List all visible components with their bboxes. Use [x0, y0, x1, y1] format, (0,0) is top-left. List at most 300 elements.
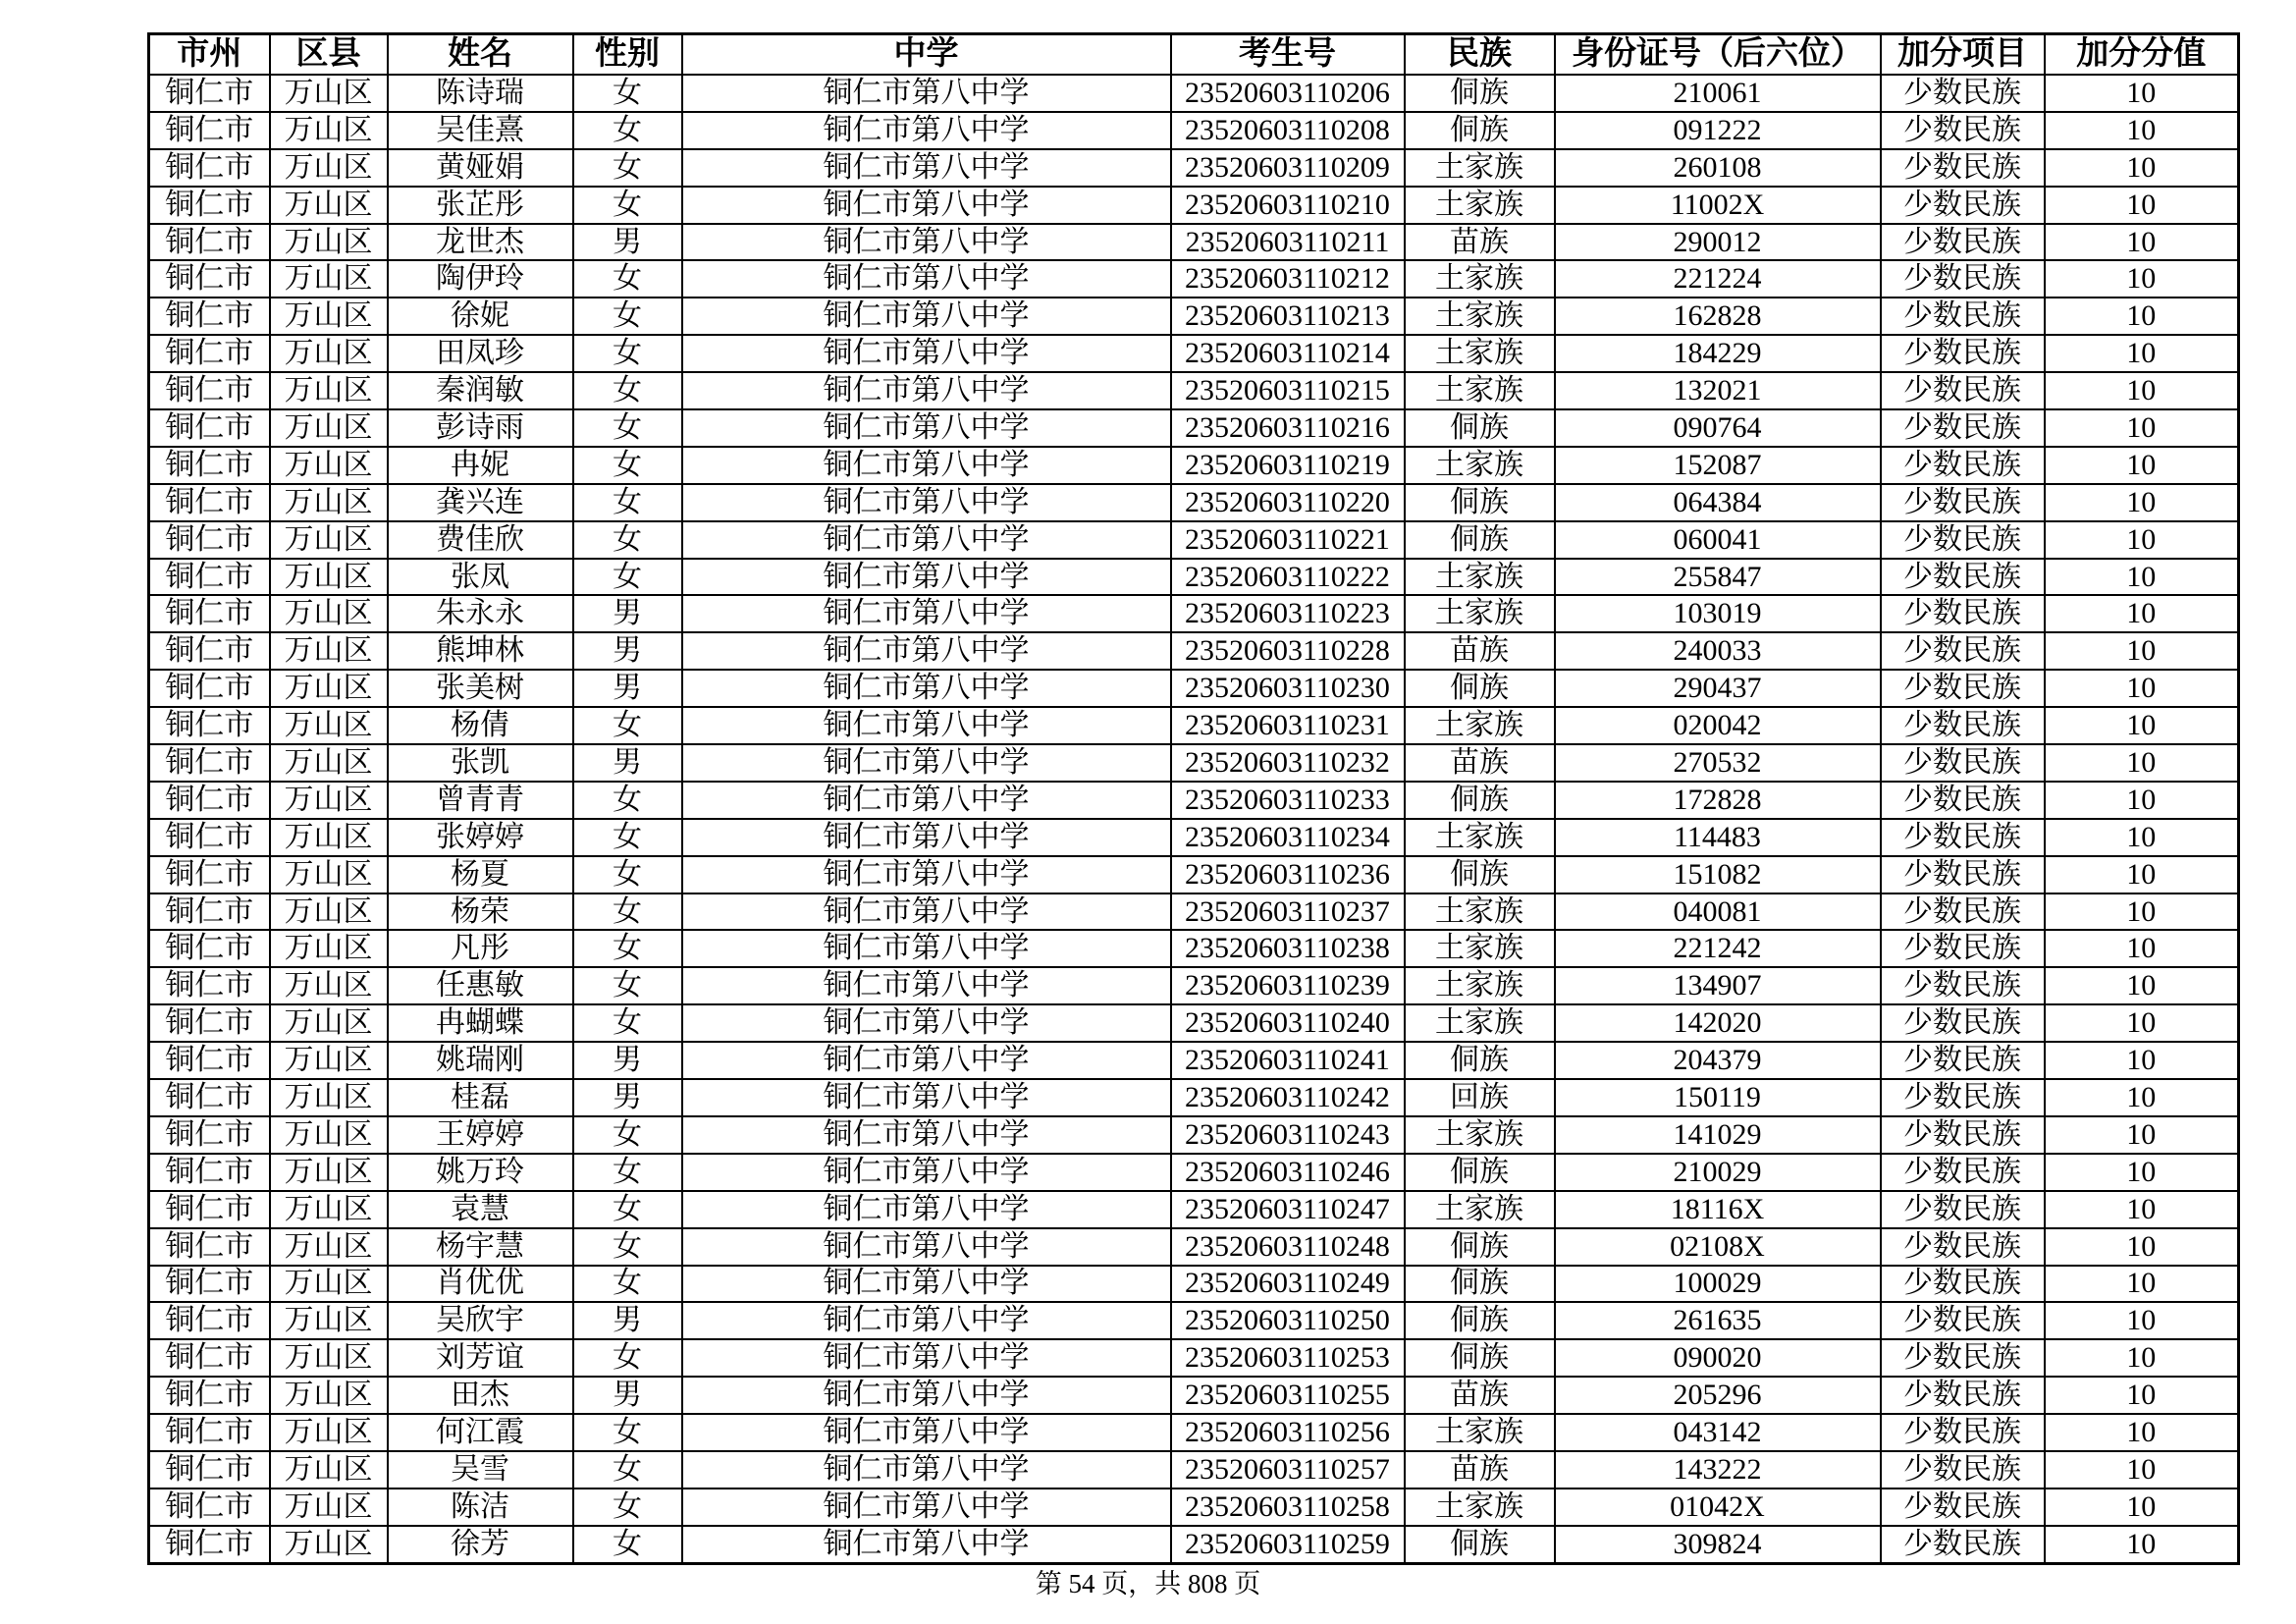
cell-id-last6: 309824 [1555, 1526, 1881, 1563]
cell-county: 万山区 [270, 1377, 388, 1414]
cell-ethnicity: 侗族 [1405, 1154, 1555, 1191]
cell-bonus-item: 少数民族 [1881, 595, 2045, 632]
cell-school: 铜仁市第八中学 [682, 187, 1171, 224]
cell-school: 铜仁市第八中学 [682, 559, 1171, 596]
cell-county: 万山区 [270, 484, 388, 521]
cell-exam-number: 23520603110209 [1171, 149, 1405, 187]
cell-bonus-item: 少数民族 [1881, 372, 2045, 409]
cell-county: 万山区 [270, 409, 388, 447]
cell-student-name: 张凯 [388, 744, 573, 782]
cell-bonus-item: 少数民族 [1881, 967, 2045, 1004]
cell-student-name: 凡彤 [388, 930, 573, 967]
table-row [149, 1079, 2239, 1116]
cell-ethnicity: 侗族 [1405, 856, 1555, 893]
cell-bonus-item: 少数民族 [1881, 670, 2045, 707]
cell-ethnicity: 土家族 [1405, 335, 1555, 372]
cell-school: 铜仁市第八中学 [682, 224, 1171, 261]
cell-city: 铜仁市 [149, 782, 270, 819]
cell-county: 万山区 [270, 1266, 388, 1303]
cell-student-name: 姚瑞刚 [388, 1042, 573, 1079]
cell-bonus-points: 10 [2045, 187, 2239, 224]
cell-id-last6: 103019 [1555, 595, 1881, 632]
cell-gender: 女 [573, 521, 682, 559]
table-row [149, 1302, 2239, 1339]
cell-county: 万山区 [270, 782, 388, 819]
cell-county: 万山区 [270, 224, 388, 261]
cell-school: 铜仁市第八中学 [682, 930, 1171, 967]
cell-student-name: 费佳欣 [388, 521, 573, 559]
cell-school: 铜仁市第八中学 [682, 819, 1171, 856]
cell-school: 铜仁市第八中学 [682, 298, 1171, 335]
cell-city: 铜仁市 [149, 1004, 270, 1042]
table-row [149, 1042, 2239, 1079]
cell-exam-number: 23520603110234 [1171, 819, 1405, 856]
cell-city: 铜仁市 [149, 260, 270, 298]
cell-county: 万山区 [270, 1116, 388, 1154]
cell-bonus-points: 10 [2045, 595, 2239, 632]
cell-id-last6: 134907 [1555, 967, 1881, 1004]
cell-ethnicity: 土家族 [1405, 1414, 1555, 1451]
table-row [149, 1526, 2239, 1563]
cell-exam-number: 23520603110219 [1171, 447, 1405, 484]
header-gender: 性别 [573, 34, 682, 76]
cell-county: 万山区 [270, 372, 388, 409]
cell-ethnicity: 土家族 [1405, 372, 1555, 409]
cell-city: 铜仁市 [149, 930, 270, 967]
cell-gender: 女 [573, 1266, 682, 1303]
cell-school: 铜仁市第八中学 [682, 372, 1171, 409]
cell-gender: 女 [573, 1489, 682, 1526]
table-row [149, 447, 2239, 484]
cell-gender: 女 [573, 335, 682, 372]
cell-county: 万山区 [270, 1526, 388, 1563]
cell-id-last6: 210029 [1555, 1154, 1881, 1191]
cell-school: 铜仁市第八中学 [682, 484, 1171, 521]
cell-student-name: 田杰 [388, 1377, 573, 1414]
table-row [149, 409, 2239, 447]
cell-exam-number: 23520603110242 [1171, 1079, 1405, 1116]
cell-exam-number: 23520603110212 [1171, 260, 1405, 298]
cell-city: 铜仁市 [149, 1191, 270, 1228]
cell-ethnicity: 土家族 [1405, 595, 1555, 632]
cell-gender: 男 [573, 595, 682, 632]
cell-gender: 女 [573, 1414, 682, 1451]
table-row [149, 893, 2239, 931]
cell-student-name: 张凤 [388, 559, 573, 596]
cell-gender: 女 [573, 856, 682, 893]
cell-bonus-points: 10 [2045, 149, 2239, 187]
cell-ethnicity: 苗族 [1405, 744, 1555, 782]
cell-county: 万山区 [270, 1489, 388, 1526]
cell-bonus-points: 10 [2045, 930, 2239, 967]
cell-gender: 女 [573, 1154, 682, 1191]
cell-id-last6: 151082 [1555, 856, 1881, 893]
cell-student-name: 袁慧 [388, 1191, 573, 1228]
cell-exam-number: 23520603110259 [1171, 1526, 1405, 1563]
cell-bonus-item: 少数民族 [1881, 819, 2045, 856]
cell-gender: 女 [573, 893, 682, 931]
cell-city: 铜仁市 [149, 559, 270, 596]
cell-id-last6: 260108 [1555, 149, 1881, 187]
cell-county: 万山区 [270, 819, 388, 856]
cell-city: 铜仁市 [149, 149, 270, 187]
cell-ethnicity: 土家族 [1405, 1191, 1555, 1228]
cell-school: 铜仁市第八中学 [682, 1302, 1171, 1339]
cell-ethnicity: 侗族 [1405, 1042, 1555, 1079]
cell-bonus-item: 少数民族 [1881, 744, 2045, 782]
cell-ethnicity: 苗族 [1405, 1377, 1555, 1414]
cell-id-last6: 290012 [1555, 224, 1881, 261]
table-row [149, 1191, 2239, 1228]
cell-school: 铜仁市第八中学 [682, 1116, 1171, 1154]
cell-bonus-points: 10 [2045, 1302, 2239, 1339]
cell-bonus-points: 10 [2045, 1079, 2239, 1116]
cell-gender: 女 [573, 298, 682, 335]
table-row [149, 632, 2239, 670]
cell-student-name: 黄娅娟 [388, 149, 573, 187]
cell-student-name: 秦润敏 [388, 372, 573, 409]
cell-bonus-item: 少数民族 [1881, 1526, 2045, 1563]
cell-county: 万山区 [270, 447, 388, 484]
cell-county: 万山区 [270, 1228, 388, 1266]
table-row [149, 670, 2239, 707]
cell-bonus-points: 10 [2045, 1154, 2239, 1191]
cell-id-last6: 184229 [1555, 335, 1881, 372]
cell-city: 铜仁市 [149, 409, 270, 447]
cell-county: 万山区 [270, 298, 388, 335]
cell-gender: 女 [573, 409, 682, 447]
cell-bonus-item: 少数民族 [1881, 1302, 2045, 1339]
cell-id-last6: 114483 [1555, 819, 1881, 856]
cell-county: 万山区 [270, 149, 388, 187]
header-school: 中学 [682, 34, 1171, 76]
cell-exam-number: 23520603110223 [1171, 595, 1405, 632]
cell-student-name: 陈诗瑞 [388, 75, 573, 112]
cell-city: 铜仁市 [149, 521, 270, 559]
cell-ethnicity: 侗族 [1405, 112, 1555, 149]
cell-ethnicity: 苗族 [1405, 1451, 1555, 1489]
cell-school: 铜仁市第八中学 [682, 447, 1171, 484]
cell-bonus-item: 少数民族 [1881, 484, 2045, 521]
cell-ethnicity: 侗族 [1405, 670, 1555, 707]
cell-ethnicity: 土家族 [1405, 967, 1555, 1004]
cell-city: 铜仁市 [149, 1042, 270, 1079]
cell-ethnicity: 回族 [1405, 1079, 1555, 1116]
table-row [149, 372, 2239, 409]
cell-id-last6: 01042X [1555, 1489, 1881, 1526]
table-row [149, 149, 2239, 187]
cell-ethnicity: 土家族 [1405, 930, 1555, 967]
cell-exam-number: 23520603110240 [1171, 1004, 1405, 1042]
cell-bonus-points: 10 [2045, 856, 2239, 893]
cell-bonus-points: 10 [2045, 224, 2239, 261]
cell-student-name: 任惠敏 [388, 967, 573, 1004]
cell-student-name: 张婷婷 [388, 819, 573, 856]
bonus-points-table [147, 32, 2240, 1565]
header-city: 市州 [149, 34, 270, 76]
cell-bonus-points: 10 [2045, 632, 2239, 670]
cell-exam-number: 23520603110228 [1171, 632, 1405, 670]
cell-bonus-item: 少数民族 [1881, 782, 2045, 819]
cell-ethnicity: 土家族 [1405, 447, 1555, 484]
cell-bonus-points: 10 [2045, 1414, 2239, 1451]
cell-city: 铜仁市 [149, 856, 270, 893]
cell-city: 铜仁市 [149, 707, 270, 744]
cell-school: 铜仁市第八中学 [682, 409, 1171, 447]
cell-exam-number: 23520603110231 [1171, 707, 1405, 744]
cell-exam-number: 23520603110222 [1171, 559, 1405, 596]
cell-ethnicity: 侗族 [1405, 409, 1555, 447]
cell-school: 铜仁市第八中学 [682, 1526, 1171, 1563]
page-number-text: 第 54 页，共 808 页 [1035, 1569, 1261, 1598]
table-row [149, 335, 2239, 372]
cell-id-last6: 152087 [1555, 447, 1881, 484]
table-row [149, 521, 2239, 559]
cell-id-last6: 141029 [1555, 1116, 1881, 1154]
cell-gender: 男 [573, 1079, 682, 1116]
header-exam-number: 考生号 [1171, 34, 1405, 76]
cell-exam-number: 23520603110241 [1171, 1042, 1405, 1079]
cell-ethnicity: 土家族 [1405, 707, 1555, 744]
cell-bonus-points: 10 [2045, 744, 2239, 782]
cell-bonus-points: 10 [2045, 1526, 2239, 1563]
cell-exam-number: 23520603110249 [1171, 1266, 1405, 1303]
cell-bonus-item: 少数民族 [1881, 521, 2045, 559]
cell-county: 万山区 [270, 1191, 388, 1228]
cell-id-last6: 020042 [1555, 707, 1881, 744]
cell-school: 铜仁市第八中学 [682, 260, 1171, 298]
cell-id-last6: 205296 [1555, 1377, 1881, 1414]
header-row [149, 34, 2239, 76]
cell-bonus-points: 10 [2045, 1116, 2239, 1154]
cell-student-name: 肖优优 [388, 1266, 573, 1303]
cell-city: 铜仁市 [149, 1526, 270, 1563]
cell-gender: 女 [573, 372, 682, 409]
cell-bonus-item: 少数民族 [1881, 187, 2045, 224]
cell-exam-number: 23520603110236 [1171, 856, 1405, 893]
cell-id-last6: 290437 [1555, 670, 1881, 707]
cell-bonus-points: 10 [2045, 409, 2239, 447]
cell-city: 铜仁市 [149, 967, 270, 1004]
cell-exam-number: 23520603110256 [1171, 1414, 1405, 1451]
table-row [149, 484, 2239, 521]
cell-gender: 女 [573, 930, 682, 967]
cell-bonus-points: 10 [2045, 819, 2239, 856]
cell-county: 万山区 [270, 707, 388, 744]
cell-school: 铜仁市第八中学 [682, 1451, 1171, 1489]
cell-ethnicity: 土家族 [1405, 559, 1555, 596]
cell-bonus-points: 10 [2045, 1489, 2239, 1526]
cell-gender: 女 [573, 447, 682, 484]
header-student-name: 姓名 [388, 34, 573, 76]
cell-city: 铜仁市 [149, 447, 270, 484]
cell-county: 万山区 [270, 893, 388, 931]
cell-exam-number: 23520603110238 [1171, 930, 1405, 967]
cell-city: 铜仁市 [149, 484, 270, 521]
cell-bonus-item: 少数民族 [1881, 409, 2045, 447]
cell-gender: 女 [573, 782, 682, 819]
cell-ethnicity: 侗族 [1405, 1302, 1555, 1339]
cell-exam-number: 23520603110255 [1171, 1377, 1405, 1414]
cell-city: 铜仁市 [149, 187, 270, 224]
cell-school: 铜仁市第八中学 [682, 670, 1171, 707]
cell-county: 万山区 [270, 967, 388, 1004]
cell-bonus-item: 少数民族 [1881, 1489, 2045, 1526]
cell-city: 铜仁市 [149, 632, 270, 670]
cell-ethnicity: 侗族 [1405, 1339, 1555, 1377]
cell-county: 万山区 [270, 1004, 388, 1042]
table-row [149, 967, 2239, 1004]
table-row [149, 1489, 2239, 1526]
cell-bonus-item: 少数民族 [1881, 1004, 2045, 1042]
cell-city: 铜仁市 [149, 1154, 270, 1191]
cell-bonus-item: 少数民族 [1881, 1228, 2045, 1266]
cell-id-last6: 090020 [1555, 1339, 1881, 1377]
cell-gender: 女 [573, 707, 682, 744]
cell-id-last6: 162828 [1555, 298, 1881, 335]
cell-student-name: 杨夏 [388, 856, 573, 893]
cell-exam-number: 23520603110247 [1171, 1191, 1405, 1228]
cell-bonus-item: 少数民族 [1881, 1266, 2045, 1303]
cell-id-last6: 150119 [1555, 1079, 1881, 1116]
cell-bonus-points: 10 [2045, 1004, 2239, 1042]
cell-id-last6: 060041 [1555, 521, 1881, 559]
cell-exam-number: 23520603110232 [1171, 744, 1405, 782]
table-row [149, 707, 2239, 744]
cell-id-last6: 143222 [1555, 1451, 1881, 1489]
cell-exam-number: 23520603110208 [1171, 112, 1405, 149]
cell-ethnicity: 土家族 [1405, 1489, 1555, 1526]
cell-county: 万山区 [270, 1302, 388, 1339]
cell-school: 铜仁市第八中学 [682, 1191, 1171, 1228]
cell-gender: 女 [573, 75, 682, 112]
cell-id-last6: 02108X [1555, 1228, 1881, 1266]
cell-gender: 女 [573, 1339, 682, 1377]
cell-bonus-item: 少数民族 [1881, 1154, 2045, 1191]
cell-gender: 女 [573, 260, 682, 298]
cell-school: 铜仁市第八中学 [682, 1377, 1171, 1414]
cell-student-name: 刘芳谊 [388, 1339, 573, 1377]
cell-exam-number: 23520603110211 [1171, 224, 1405, 261]
cell-school: 铜仁市第八中学 [682, 595, 1171, 632]
cell-student-name: 吴佳熹 [388, 112, 573, 149]
cell-county: 万山区 [270, 744, 388, 782]
cell-county: 万山区 [270, 632, 388, 670]
table-row [149, 819, 2239, 856]
cell-school: 铜仁市第八中学 [682, 1489, 1171, 1526]
cell-gender: 男 [573, 632, 682, 670]
cell-city: 铜仁市 [149, 893, 270, 931]
cell-exam-number: 23520603110239 [1171, 967, 1405, 1004]
cell-bonus-points: 10 [2045, 372, 2239, 409]
cell-bonus-points: 10 [2045, 893, 2239, 931]
cell-city: 铜仁市 [149, 670, 270, 707]
cell-ethnicity: 苗族 [1405, 632, 1555, 670]
table-body [149, 75, 2239, 1563]
cell-city: 铜仁市 [149, 75, 270, 112]
cell-bonus-item: 少数民族 [1881, 447, 2045, 484]
cell-ethnicity: 土家族 [1405, 298, 1555, 335]
cell-bonus-item: 少数民族 [1881, 1451, 2045, 1489]
cell-school: 铜仁市第八中学 [682, 75, 1171, 112]
cell-school: 铜仁市第八中学 [682, 335, 1171, 372]
cell-gender: 女 [573, 1191, 682, 1228]
cell-city: 铜仁市 [149, 819, 270, 856]
cell-school: 铜仁市第八中学 [682, 782, 1171, 819]
table-row [149, 559, 2239, 596]
table-row [149, 1414, 2239, 1451]
table-row [149, 224, 2239, 261]
table-row [149, 1266, 2239, 1303]
cell-exam-number: 23520603110221 [1171, 521, 1405, 559]
cell-student-name: 陈洁 [388, 1489, 573, 1526]
cell-school: 铜仁市第八中学 [682, 893, 1171, 931]
cell-student-name: 姚万玲 [388, 1154, 573, 1191]
cell-exam-number: 23520603110206 [1171, 75, 1405, 112]
cell-student-name: 曾青青 [388, 782, 573, 819]
cell-gender: 女 [573, 559, 682, 596]
cell-student-name: 何江霞 [388, 1414, 573, 1451]
cell-student-name: 彭诗雨 [388, 409, 573, 447]
cell-city: 铜仁市 [149, 1414, 270, 1451]
table-row [149, 1004, 2239, 1042]
cell-bonus-points: 10 [2045, 782, 2239, 819]
cell-ethnicity: 侗族 [1405, 1228, 1555, 1266]
header-county: 区县 [270, 34, 388, 76]
cell-bonus-item: 少数民族 [1881, 224, 2045, 261]
cell-student-name: 冉妮 [388, 447, 573, 484]
cell-county: 万山区 [270, 1042, 388, 1079]
cell-bonus-item: 少数民族 [1881, 298, 2045, 335]
cell-ethnicity: 侗族 [1405, 484, 1555, 521]
cell-school: 铜仁市第八中学 [682, 1228, 1171, 1266]
cell-id-last6: 043142 [1555, 1414, 1881, 1451]
table-row [149, 595, 2239, 632]
table-row [149, 856, 2239, 893]
cell-city: 铜仁市 [149, 335, 270, 372]
cell-school: 铜仁市第八中学 [682, 744, 1171, 782]
cell-school: 铜仁市第八中学 [682, 149, 1171, 187]
cell-school: 铜仁市第八中学 [682, 1339, 1171, 1377]
cell-ethnicity: 侗族 [1405, 75, 1555, 112]
cell-gender: 女 [573, 149, 682, 187]
cell-student-name: 杨荣 [388, 893, 573, 931]
cell-bonus-points: 10 [2045, 559, 2239, 596]
cell-gender: 女 [573, 1526, 682, 1563]
cell-bonus-points: 10 [2045, 1377, 2239, 1414]
cell-county: 万山区 [270, 930, 388, 967]
cell-bonus-points: 10 [2045, 298, 2239, 335]
cell-city: 铜仁市 [149, 1339, 270, 1377]
cell-id-last6: 040081 [1555, 893, 1881, 931]
cell-ethnicity: 土家族 [1405, 819, 1555, 856]
cell-id-last6: 18116X [1555, 1191, 1881, 1228]
cell-county: 万山区 [270, 1451, 388, 1489]
cell-student-name: 龙世杰 [388, 224, 573, 261]
cell-county: 万山区 [270, 595, 388, 632]
cell-school: 铜仁市第八中学 [682, 856, 1171, 893]
cell-school: 铜仁市第八中学 [682, 1079, 1171, 1116]
cell-exam-number: 23520603110216 [1171, 409, 1405, 447]
cell-exam-number: 23520603110210 [1171, 187, 1405, 224]
cell-exam-number: 23520603110243 [1171, 1116, 1405, 1154]
cell-bonus-item: 少数民族 [1881, 1191, 2045, 1228]
table-row [149, 1377, 2239, 1414]
cell-bonus-item: 少数民族 [1881, 930, 2045, 967]
cell-id-last6: 091222 [1555, 112, 1881, 149]
cell-bonus-item: 少数民族 [1881, 1339, 2045, 1377]
cell-county: 万山区 [270, 1079, 388, 1116]
